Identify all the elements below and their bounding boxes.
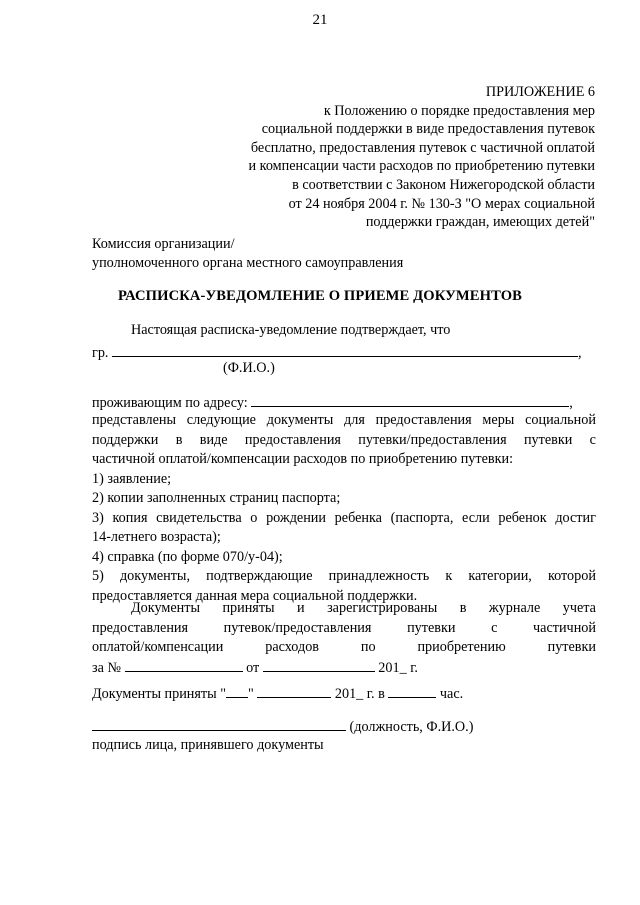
word: путевки [523, 431, 573, 448]
justified-line [92, 599, 596, 619]
accepted-month-field[interactable] [257, 684, 331, 698]
justified-line [92, 638, 596, 658]
commission-line: Комиссия организации/ [92, 236, 235, 252]
appendix-line: к Положению о порядке предоставления мер [323, 102, 595, 119]
address-line [92, 393, 587, 412]
word: рождении [266, 509, 326, 526]
number-prefix: за № [92, 659, 121, 676]
word: если [462, 509, 490, 526]
document-item: 1) заявление; [92, 470, 172, 487]
word: приобретению [417, 639, 506, 655]
word: по [360, 639, 376, 655]
word: с [491, 619, 498, 636]
registration-number-line [92, 658, 596, 679]
word: социальной [525, 412, 596, 428]
appendix-header [249, 83, 595, 232]
document-item [92, 509, 596, 529]
word: Документы [131, 600, 200, 616]
word: путевки [547, 639, 596, 655]
registration-block [92, 599, 596, 678]
word: меры [482, 412, 515, 428]
word: достиг [555, 509, 596, 526]
registration-date-field[interactable] [263, 658, 375, 672]
accepted-hour-field[interactable] [388, 684, 436, 698]
justified-line [92, 431, 596, 451]
appendix-line: от 24 ноября 2004 г. № 130-З "О мерах социальной [288, 195, 595, 212]
word: в [459, 600, 467, 616]
word: путевок/предоставления [223, 619, 372, 636]
appendix-line: бесплатно, предоставления путевок с частичной оплатой [250, 139, 595, 156]
text-line: частичной оплатой/компенсации расходов по приобретению путевки: [92, 451, 514, 467]
word: копия [112, 509, 148, 526]
appendix-line: ПРИЛОЖЕНИЕ 6 [485, 84, 595, 100]
word: поддержки [92, 431, 159, 448]
year-suffix: 201_ г. [378, 659, 418, 676]
word: ребенок [498, 509, 547, 526]
word: оплатой/компенсации [92, 639, 224, 655]
accepted-line [92, 684, 463, 703]
document-item [92, 567, 596, 587]
quote-close: " [247, 686, 254, 702]
justified-line [92, 619, 596, 639]
appendix-line: и компенсации части расходов по приобретению путевки [248, 158, 595, 175]
text-line: предоставляется данная мера социальной поддержки. [92, 587, 418, 604]
word: зарегистрированы [327, 600, 438, 616]
citizen-name-line [92, 343, 587, 362]
word: предоставления [375, 412, 472, 428]
accepted-year: 201_ г. в [334, 686, 385, 702]
word: для [344, 412, 365, 428]
appendix-line: социальной поддержки в виде предоставления путевок [261, 121, 595, 138]
signature-caption: подпись лица, принявшего документы [92, 737, 324, 753]
word: свидетельства [156, 509, 242, 526]
word: документы [266, 412, 334, 428]
accepted-suffix: час. [439, 686, 464, 702]
appendix-line: поддержки граждан, имеющих детей" [365, 214, 595, 231]
accepted-prefix: Документы приняты " [92, 686, 226, 702]
citizen-name-field[interactable] [112, 343, 578, 357]
word: в [175, 431, 183, 448]
accepted-day-field[interactable] [226, 684, 248, 698]
word: учета [562, 600, 596, 616]
address-prefix: проживающим по адресу: [92, 395, 248, 411]
justified-line [92, 411, 596, 431]
commission-block [92, 235, 403, 273]
gr-prefix: гр. [92, 345, 109, 361]
word: представлены [92, 412, 176, 428]
word: 3) [92, 509, 104, 526]
word: с [589, 431, 596, 448]
date-prefix: от [246, 659, 260, 676]
word: расходов [265, 639, 319, 655]
text-line: 14-летнего возраста); [92, 529, 221, 545]
word: предоставления [92, 619, 189, 636]
word: документы, [119, 568, 190, 584]
word: путевки [407, 619, 456, 636]
word: путевки/предоставления [358, 431, 507, 448]
word: виде [199, 431, 228, 448]
word: частичной [533, 619, 596, 636]
intro-text: Настоящая расписка-уведомление подтверждает, что [131, 322, 451, 338]
address-field[interactable] [251, 393, 569, 407]
appendix-line: в соответствии с Законом Нижегородской области [292, 176, 595, 193]
word: категории, [468, 568, 532, 584]
document-item: 2) копии заполненных страниц паспорта; [92, 490, 341, 506]
word: подтверждающие [206, 568, 313, 584]
word: к [445, 568, 453, 584]
signature-field[interactable] [92, 717, 346, 731]
word: принадлежность [328, 568, 430, 584]
word: следующие [186, 412, 256, 428]
document-title: РАСПИСКА-УВЕДОМЛЕНИЕ О ПРИЕМЕ ДОКУМЕНТОВ [117, 288, 523, 304]
address-suffix: , [569, 395, 573, 411]
word: о [250, 509, 258, 526]
word: журнале [488, 600, 541, 616]
word: приняты [222, 600, 275, 616]
word: и [297, 600, 305, 616]
commission-line: уполномоченного органа местного самоуправления [92, 255, 404, 271]
fio-hint: (Ф.И.О.) [223, 360, 275, 376]
word: которой [547, 568, 596, 584]
document-item: 4) справка (по форме 070/у-04); [92, 548, 283, 565]
signature-role: (должность, Ф.И.О.) [349, 719, 474, 735]
registration-number-field[interactable] [125, 658, 243, 672]
documents-list [92, 411, 596, 606]
signature-line [92, 717, 473, 736]
word: 5) [92, 568, 104, 584]
word: ребенка [334, 509, 382, 526]
gr-suffix: , [578, 345, 582, 361]
word: (паспорта, [390, 509, 454, 526]
page-number: 21 [312, 12, 328, 28]
word: предоставления [244, 431, 341, 448]
